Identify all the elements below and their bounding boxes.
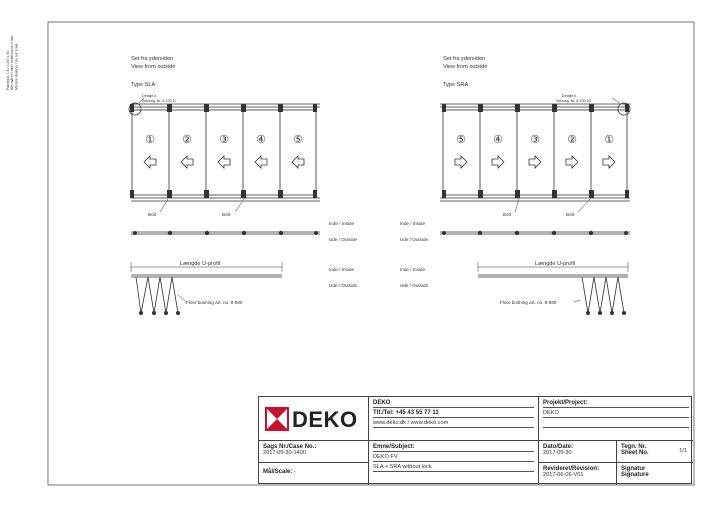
scale-cell (259, 463, 369, 485)
left-view (131, 56, 177, 103)
company-phone: Tlf./Tel: +45 43 55 77 11 (373, 408, 534, 418)
inside-label-2: Inde / Inside (329, 267, 355, 272)
panel-number: ④ (493, 134, 503, 146)
floor-bushing-label: Floor bushing art. no. 8-880 (186, 300, 243, 305)
revision-label: Revideret/Revision: (543, 466, 600, 472)
u-profile-label: Længde U-profil (535, 261, 576, 267)
right-annotations (400, 212, 575, 305)
logo-cell (259, 397, 369, 441)
left-elevation (129, 98, 320, 212)
bolt-label: Bolt (503, 212, 511, 217)
bolt-label: Bolt (222, 212, 230, 217)
panel-number: ② (182, 134, 192, 146)
project-label: Projekt/Project: (543, 400, 689, 408)
right-detail-label-2: Seksing. Nr. 8-100 1R (556, 99, 592, 103)
panel-number: ④ (256, 134, 266, 146)
company-name: DEKO (373, 400, 534, 408)
subject-value-2: SLA + SRA without lock (373, 462, 534, 472)
inside-label: Inde / Inside (329, 221, 355, 226)
company-web: www.deko.dk / www.deko.com (373, 418, 534, 428)
panel-number: ② (567, 134, 577, 146)
inside-label: Inde / Inside (400, 221, 426, 226)
date-label: Dato/Date: (543, 444, 574, 450)
revision-value: 2017-06-06-V01 (543, 472, 584, 478)
panel-number: ① (604, 134, 614, 146)
left-heading-en: View from outside (131, 64, 176, 70)
bolt-label: Bolt (566, 212, 574, 217)
subject-value-1: DEKO FV (373, 452, 534, 462)
revision-cell (539, 463, 617, 485)
side-note-line: Må ikke skaleres / do not scale (14, 43, 19, 90)
panel-number: ⑤ (456, 134, 466, 146)
left-type-label: Type SLA (131, 82, 156, 88)
sheet-label-1: Tegn. Nr. (621, 444, 647, 450)
bolt-label: Bolt (148, 212, 156, 217)
logo-text: DEKO (292, 407, 358, 432)
outside-label-2: Ude / Outside (400, 283, 429, 288)
project-blank-line (543, 418, 689, 428)
subject-label: Emne/Subject: (373, 444, 534, 452)
case-cell (259, 441, 369, 463)
scale-label: Mål/Scale: (263, 469, 293, 475)
title-block (258, 396, 692, 484)
right-heading-en: View from outside (443, 64, 488, 70)
signature-cell (617, 463, 693, 485)
subject-cell (369, 441, 539, 485)
right-type-label: Type SRA (443, 82, 469, 88)
company-cell (369, 397, 539, 441)
signature-label-2: Signature (621, 472, 649, 478)
panel-number: ③ (219, 134, 229, 146)
right-elevation (440, 98, 630, 212)
case-label: Sags Nr./Case No.: (263, 444, 317, 450)
inside-label-2: Inde / Inside (400, 267, 426, 272)
project-cell (539, 397, 693, 441)
left-detail-label-2: Seksing. Nr. 8-100 1L (142, 99, 177, 103)
project-value: DEKO (543, 408, 689, 418)
date-cell (539, 441, 617, 463)
panel-number: ③ (530, 134, 540, 146)
side-note-line: Fabriksm. 1:4 / 1:25 / 1:50 (6, 50, 10, 90)
deko-logo-icon (265, 407, 289, 431)
u-profile-label: Længde U-profil (180, 261, 221, 267)
right-view (443, 56, 592, 103)
outside-label-2: Ude / Outside (329, 283, 358, 288)
side-note-line: Alle mål er i mm / dimensions in mm (10, 35, 15, 90)
date-value: 2017-05-30 (543, 450, 572, 456)
floor-bushing-label: Floor bushing art. no. 8-880 (500, 300, 557, 305)
panel-number: ⑤ (293, 134, 303, 146)
left-heading-da: Set fra ydersiden (131, 56, 174, 62)
sheet-value: 1/1 (679, 448, 687, 454)
right-heading-da: Set fra ydersiden (443, 56, 486, 62)
right-detail-label: Detalje A (562, 94, 577, 98)
outside-label: Ude / Outside (400, 237, 429, 242)
signature-label-1: Signatur (621, 466, 646, 472)
left-annotations (148, 212, 358, 305)
case-value: 2017-05-30-1400 (263, 450, 306, 456)
panel-number: ① (145, 134, 155, 146)
outside-label: Ude / Outside (329, 237, 358, 242)
sheet-label-2: Sheet No. (621, 450, 649, 456)
left-detail-label: Detalje A (142, 94, 157, 98)
scale-value: - (293, 469, 296, 475)
sheet-cell (617, 441, 693, 463)
